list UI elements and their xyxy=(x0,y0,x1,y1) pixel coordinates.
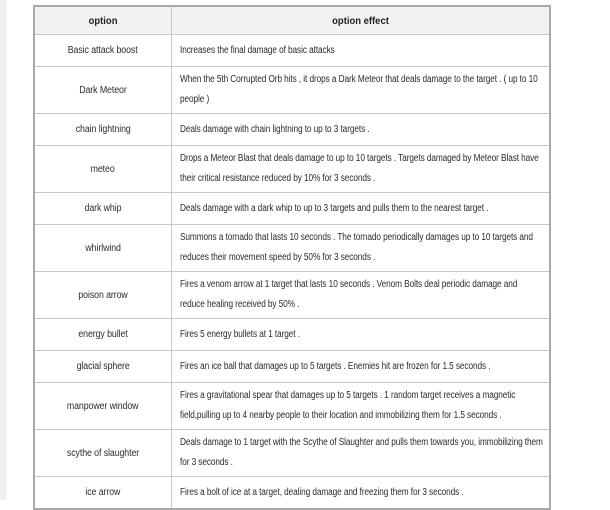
option-name-label: chain lightning xyxy=(75,124,131,135)
option-effect-text: Fires a venom arrow at 1 target that lasts 10 seconds . Venom Bolts deal periodic damage and reduce healing received by 50% . xyxy=(179,279,517,310)
option-effect-text: Deals damage to 1 target with the Scythe of Slaughter and pulls them towards you, immobilizing them for 3 seconds . xyxy=(179,437,543,468)
option-name-label: manpower window xyxy=(66,400,139,412)
option-name-label: scythe of slaughter xyxy=(66,447,139,459)
option-effect-text: Fires a bolt of ice at a target, dealing damage and freezing them for 3 seconds . xyxy=(179,486,464,498)
table-row xyxy=(34,146,550,193)
options-table-container xyxy=(33,5,551,510)
table-row xyxy=(34,225,550,272)
table-header xyxy=(34,6,550,35)
option-effect-cell xyxy=(171,351,550,383)
option-effect-text: Summons a tornado that lasts 10 seconds . The tornado periodically damages up to 10 targets and reduces their movement speed by 50% for 3 seconds . xyxy=(179,232,533,263)
option-name-cell xyxy=(34,35,171,67)
option-effect-cell xyxy=(171,225,550,272)
table-row xyxy=(34,114,550,146)
option-name-cell xyxy=(34,477,171,510)
option-name-cell xyxy=(34,351,171,383)
option-name-cell xyxy=(34,272,171,319)
table-row xyxy=(34,272,550,319)
table-row xyxy=(34,35,550,67)
option-effect-cell xyxy=(171,430,550,477)
option-effect-cell xyxy=(171,114,550,146)
option-name-cell xyxy=(34,114,171,146)
left-gutter xyxy=(0,0,7,500)
option-effect-cell xyxy=(171,383,550,430)
table-row xyxy=(34,67,550,114)
option-effect-cell xyxy=(171,319,550,351)
option-name-cell xyxy=(34,383,171,430)
option-effect-text: Drops a Meteor Blast that deals damage to up to 10 targets . Targets damaged by Meteor Blast have their critical resistance reduced by 10% for 3 seconds . xyxy=(179,153,539,184)
option-effect-cell xyxy=(171,477,550,510)
option-effect-text: Fires 5 energy bullets at 1 target . xyxy=(179,328,300,340)
table-row xyxy=(34,477,550,510)
table-row xyxy=(34,351,550,383)
column-header-option-effect-label: option effect xyxy=(331,14,389,27)
option-effect-cell xyxy=(171,67,550,114)
option-name-cell xyxy=(34,193,171,225)
table-body xyxy=(34,35,550,510)
option-name-label: poison arrow xyxy=(78,289,128,301)
option-name-label: Basic attack boost xyxy=(67,45,138,56)
option-name-label: ice arrow xyxy=(85,487,121,498)
option-effect-cell xyxy=(171,146,550,193)
option-name-label: energy bullet xyxy=(78,329,128,340)
option-effect-text: Fires an ice ball that damages up to 5 targets . Enemies hit are frozen for 1.5 seconds . xyxy=(179,360,490,372)
option-name-label: whirlwind xyxy=(85,242,121,254)
option-effect-cell xyxy=(171,193,550,225)
column-header-option-effect xyxy=(171,6,550,35)
table-row xyxy=(34,383,550,430)
table-row xyxy=(34,430,550,477)
option-name-cell xyxy=(34,430,171,477)
option-name-label: Dark Meteor xyxy=(79,84,127,96)
option-name-cell xyxy=(34,225,171,272)
header-row xyxy=(34,6,550,35)
option-effect-text: Deals damage with chain lightning to up to 3 targets . xyxy=(179,123,370,135)
option-effect-cell xyxy=(171,272,550,319)
option-name-cell xyxy=(34,319,171,351)
table-row xyxy=(34,319,550,351)
option-name-label: meteo xyxy=(90,163,115,175)
table-row xyxy=(34,193,550,225)
option-effect-text: Deals damage with a dark whip to up to 3 targets and pulls them to the nearest target . xyxy=(179,202,488,214)
column-header-option-label: option xyxy=(88,14,118,27)
option-effect-cell xyxy=(171,35,550,67)
option-name-label: dark whip xyxy=(84,203,122,214)
option-effect-text: Fires a gravitational spear that damages up to 5 targets . 1 random target receives a magnetic field,pulling up to 4 nearby people to their location and immobilizing them for 1.5 seconds . xyxy=(179,390,515,421)
option-name-cell xyxy=(34,146,171,193)
column-header-option xyxy=(34,6,171,35)
options-table xyxy=(33,5,551,510)
option-effect-text: Increases the final damage of basic attacks xyxy=(179,44,335,56)
option-name-cell xyxy=(34,67,171,114)
option-effect-text: When the 5th Corrupted Orb hits , it drops a Dark Meteor that deals damage to the target . ( up to 10 people ) xyxy=(179,74,538,105)
option-name-label: glacial sphere xyxy=(76,361,130,372)
